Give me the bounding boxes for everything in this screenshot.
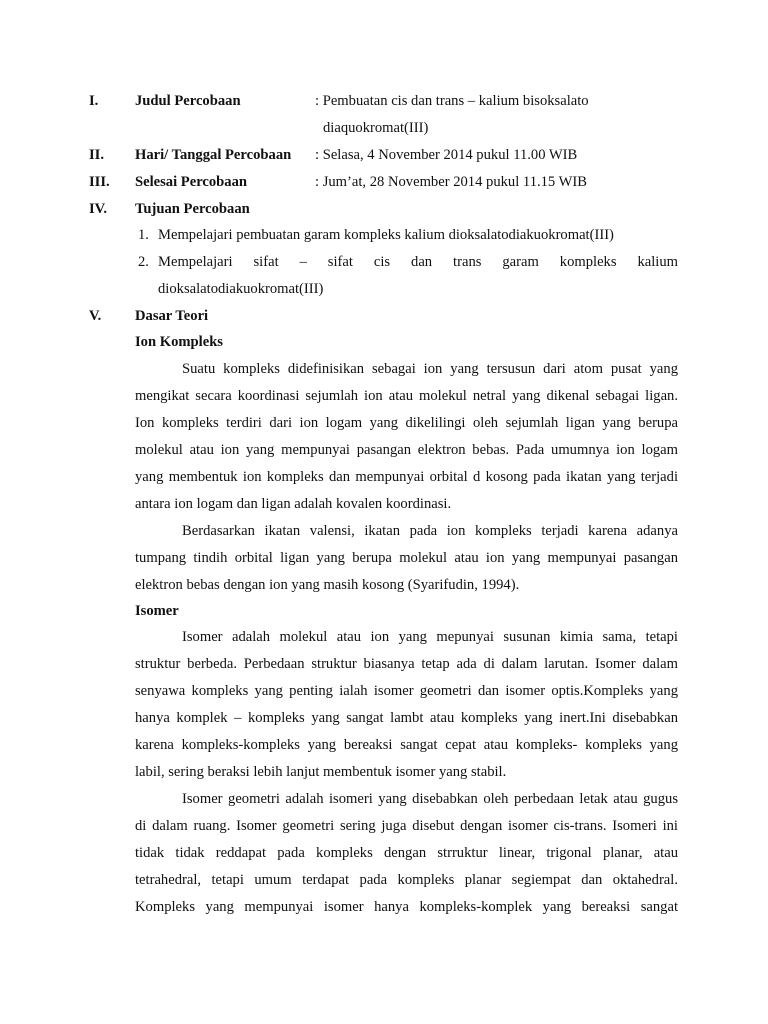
- paragraph-line: Berdasarkan ikatan valensi, ikatan pada ion kompleks terjadi karena adanya: [182, 523, 678, 539]
- paragraph-line: Isomer geometri adalah isomeri yang disebabkan oleh perbedaan letak atau gugus: [182, 791, 678, 807]
- item-number: III.: [89, 174, 110, 190]
- item-heading: Tujuan Percobaan: [135, 201, 250, 217]
- paragraph-line: elektron bebas dengan ion yang masih kosong (Syarifudin, 1994).: [135, 577, 520, 593]
- list-text-continued: dioksalatodiakuokromat(III): [158, 281, 324, 297]
- paragraph-line: molekul atau ion yang mempunyai pasangan elektron bebas. Pada umumnya ion logam: [135, 442, 678, 458]
- item-heading: Judul Percobaan: [135, 93, 241, 109]
- item-number: IV.: [89, 201, 107, 217]
- list-number: 2.: [138, 254, 149, 270]
- paragraph-line: Ion kompleks terdiri dari ion logam yang dikelilingi oleh sejumlah ligan yang berupa: [135, 415, 678, 431]
- item-selesai: [0, 169, 768, 196]
- item-heading: Hari/ Tanggal Percobaan: [135, 147, 292, 163]
- paragraph-line: struktur berbeda. Perbedaan struktur biasanya tetap ada di dalam larutan. Isomer dalam: [135, 656, 678, 672]
- paragraph-line: mengikat secara koordinasi sejumlah ion atau molekul netral yang dikenal sebagai ligan.: [135, 388, 678, 404]
- section-dasar-teori: [0, 303, 768, 330]
- section-number: V.: [89, 308, 102, 324]
- paragraph-line: senyawa kompleks yang penting ialah isomer geometri dan isomer optis.Kompleks yang: [135, 683, 678, 699]
- list-text: Mempelajari pembuatan garam kompleks kalium dioksalatodiakuokromat(III): [158, 227, 614, 243]
- paragraph-line: tumpang tindih orbital ligan yang berupa molekul atau ion yang mempunyai pasangan: [135, 550, 678, 566]
- paragraph-line: Isomer adalah molekul atau ion yang mepunyai susunan kimia sama, tetapi: [182, 629, 678, 645]
- subheading: Isomer: [135, 603, 179, 619]
- subheading-isomer: [0, 598, 768, 625]
- list-number: 1.: [138, 227, 149, 243]
- paragraph-line: hanya komplek – kompleks yang sangat lambt atau kompleks yang inert.Ini disebabkan: [135, 710, 678, 726]
- tujuan-list-item: [0, 249, 768, 276]
- item-value: : Jum’at, 28 November 2014 pukul 11.15 WIB: [315, 174, 587, 190]
- paragraph-line: tetrahedral, tetapi umum terdapat pada kompleks planar segiempat dan oktahedral.: [135, 872, 678, 888]
- section-heading: Dasar Teori: [135, 308, 209, 324]
- list-text: Mempelajari sifat – sifat cis dan trans garam kompleks kalium: [158, 254, 678, 270]
- item-tujuan: [0, 196, 768, 223]
- item-judul: [0, 88, 768, 115]
- paragraph-line: Kompleks yang mempunyai isomer hanya kompleks-komplek yang bereaksi sangat: [135, 899, 678, 915]
- item-number: II.: [89, 147, 105, 163]
- subheading-ion-kompleks: [0, 329, 768, 356]
- item-heading: Selesai Percobaan: [135, 174, 248, 190]
- item-value: : Selasa, 4 November 2014 pukul 11.00 WIB: [315, 147, 578, 163]
- paragraph-line: antara ion logam dan ligan adalah kovalen koordinasi.: [135, 496, 452, 512]
- tujuan-list-item-continued: [0, 276, 768, 303]
- subheading: Ion Kompleks: [135, 334, 223, 350]
- item-value: : Pembuatan cis dan trans – kalium bisoksalato: [315, 93, 589, 109]
- paragraph-line: karena kompleks-kompleks yang bereaksi sangat cepat atau kompleks- kompleks yang: [135, 737, 678, 753]
- paragraph-line: di dalam ruang. Isomer geometri sering juga disebut dengan isomer cis-trans. Isomeri ini: [135, 818, 678, 834]
- item-number: I.: [89, 93, 99, 109]
- paragraph-line: yang membentuk ion kompleks dan mempunyai orbital d kosong pada ikatan yang terjadi: [135, 469, 678, 485]
- item-value-continued: diaquokromat(III): [323, 120, 429, 136]
- item-hari-tanggal: [0, 142, 768, 169]
- paragraph-line: Suatu kompleks didefinisikan sebagai ion yang tersusun dari atom pusat yang: [182, 361, 678, 377]
- tujuan-list-item: [0, 222, 768, 249]
- paragraph-line: tidak tidak reddapat pada kompleks dengan strruktur linear, trigonal planar, atau: [135, 845, 678, 861]
- item-judul-continued: [0, 115, 768, 142]
- paragraph-line: labil, sering beraksi lebih lanjut membentuk isomer yang stabil.: [135, 764, 507, 780]
